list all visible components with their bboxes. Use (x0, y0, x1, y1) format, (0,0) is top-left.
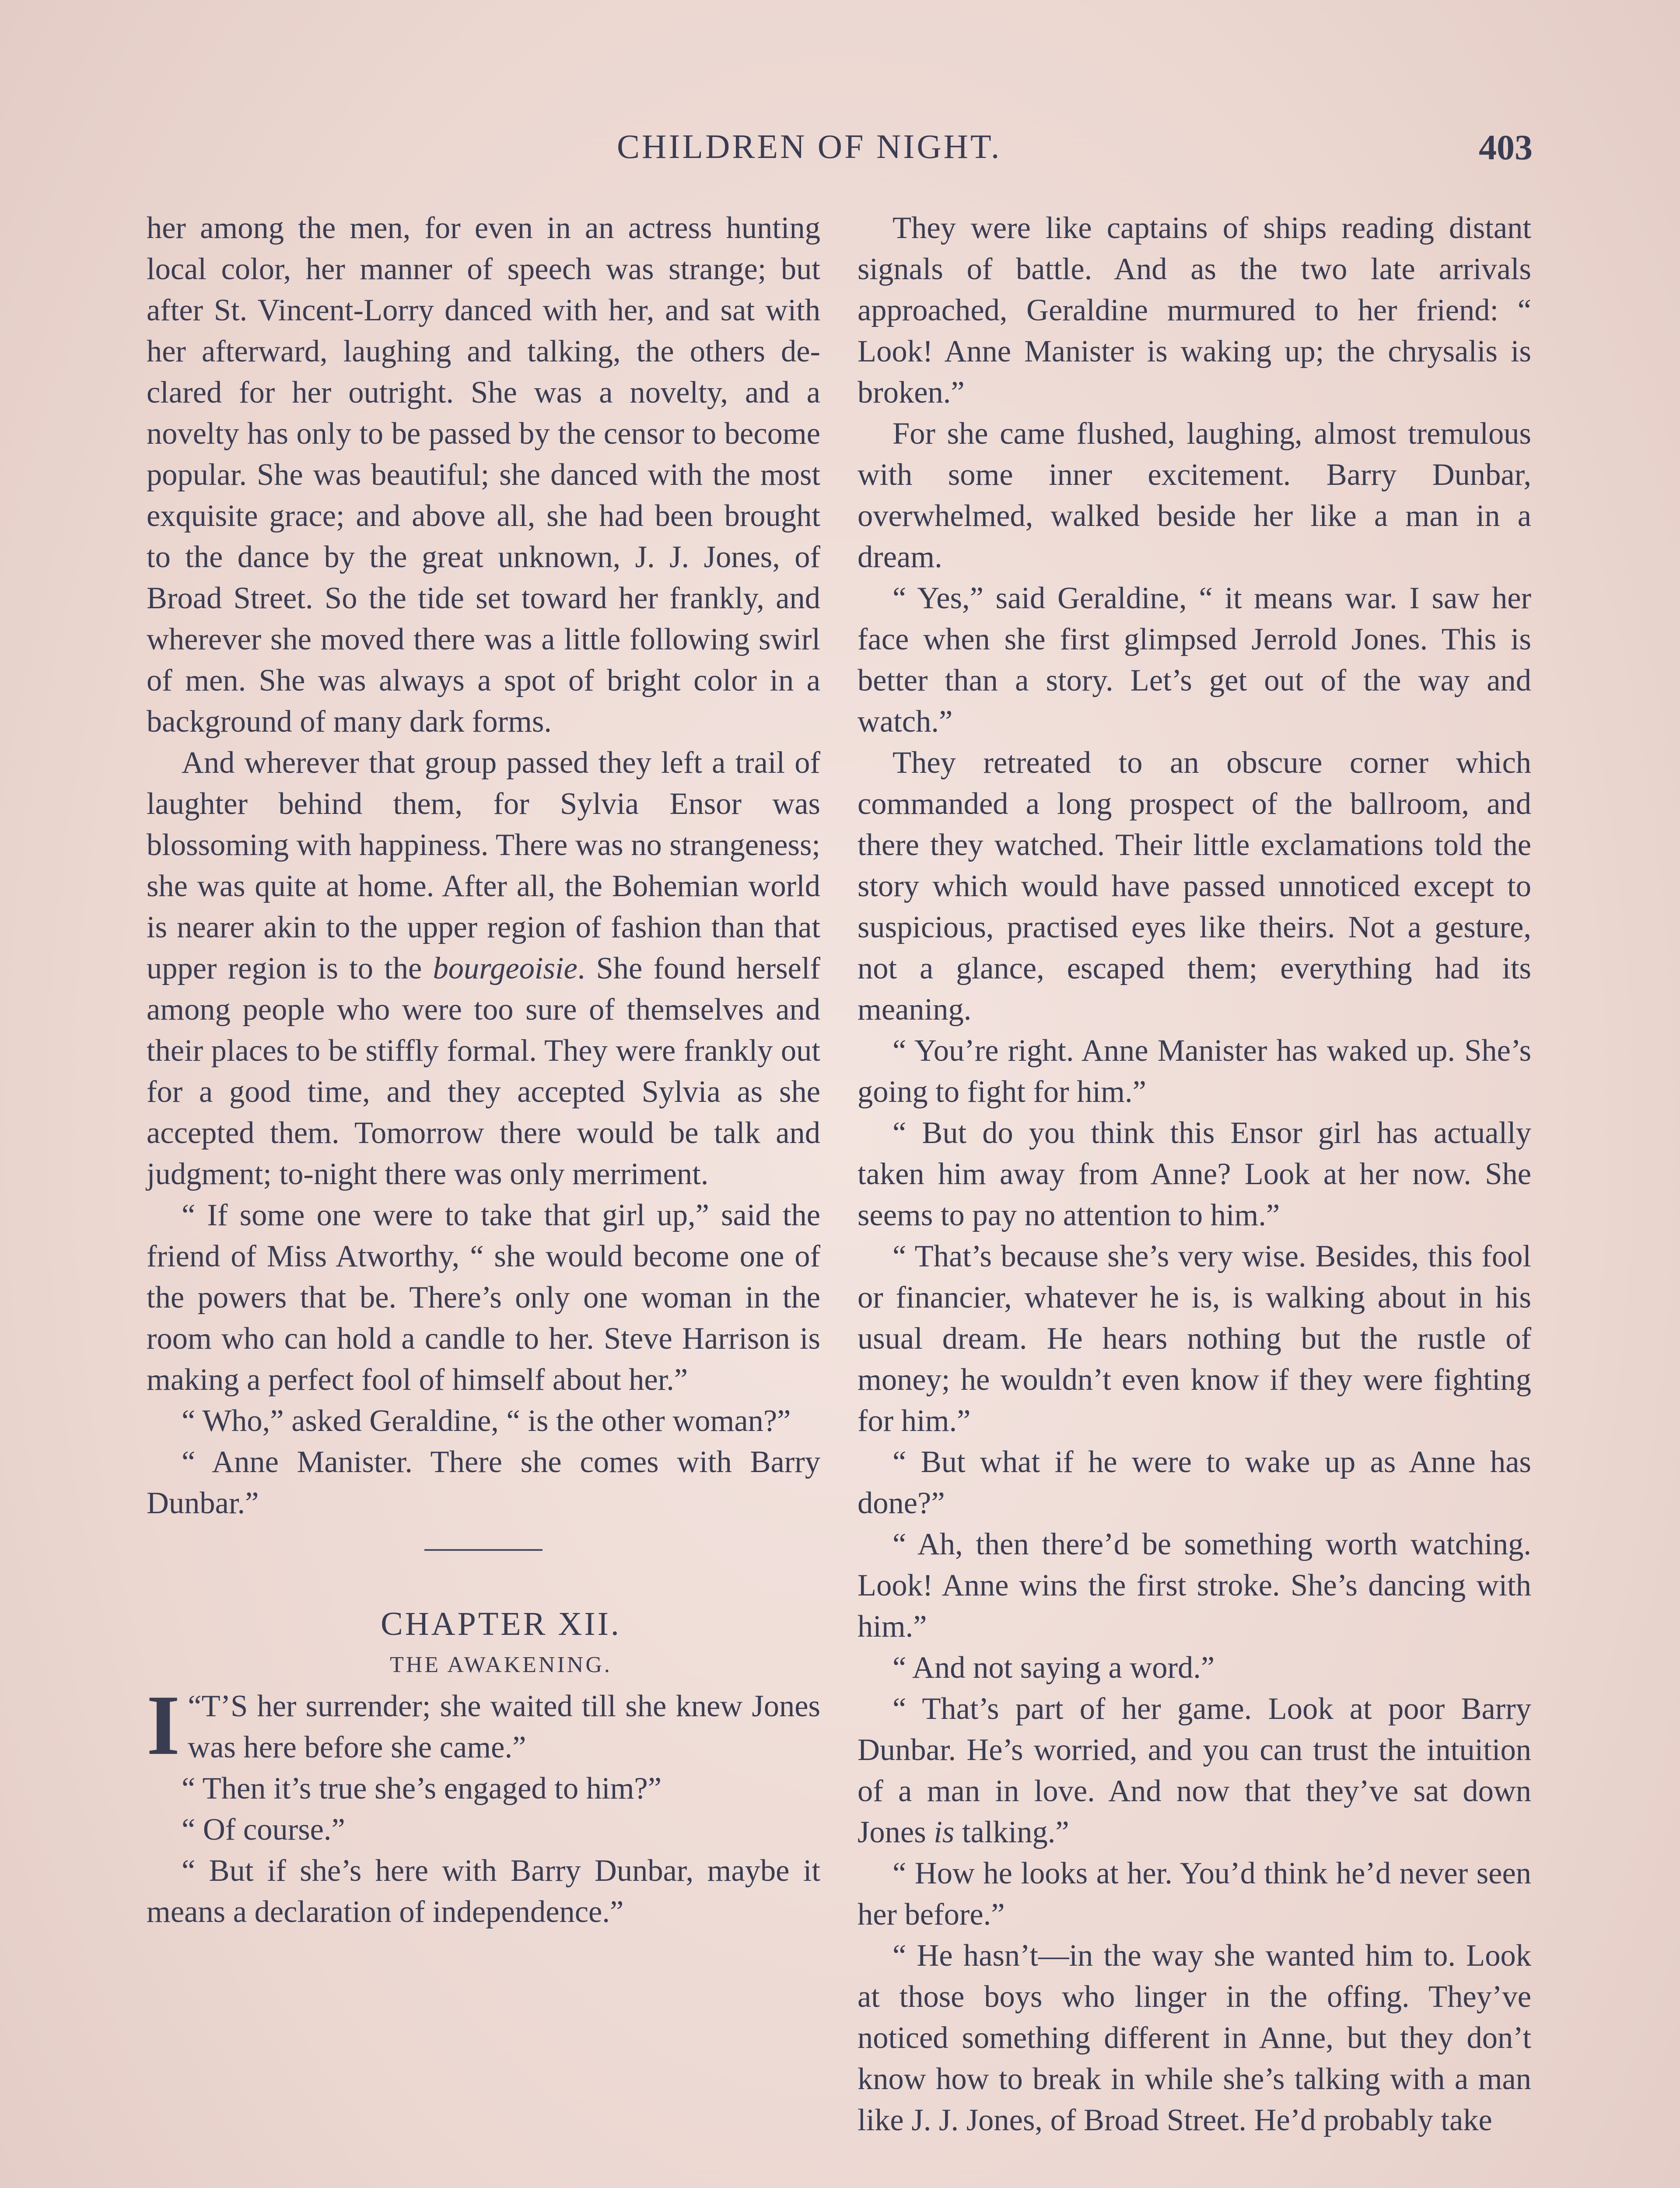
paragraph: For she came flushed, laughing, almost tremulous with some inner excitement. Barry Dunbar, overwhelmed, walked beside her like a man in a dream. (858, 417, 1531, 574)
paragraph: “ But do you think this Ensor girl has actually taken him away from Anne? Look at her now. She seems to pay no attention to him.” (858, 1116, 1531, 1232)
left-column (147, 207, 820, 1932)
paragraph (147, 1678, 820, 1773)
drop-cap: I (147, 1678, 180, 1773)
paragraph: “ Of course.” (182, 1813, 345, 1847)
paragraph: “ Ah, then there’d be something worth watching. Look! Anne wins the first stroke. She’s dancing with him.” (858, 1527, 1531, 1644)
opening-quote: “ (188, 1689, 202, 1723)
paragraph: “ Then it’s true she’s engaged to him?” (182, 1771, 662, 1806)
paragraph-text: And wherever that group passed they left a trail of laughter behind them, for Sylvia Ensor was blossoming with happiness. There was no strangeness; she was quite at home. After all, the Bohemian world is nearer akin to the upper region of fashion than that upper region is to the (147, 746, 820, 985)
section-divider (424, 1549, 542, 1551)
paragraph (147, 742, 820, 1195)
paragraph: “ He hasn’t—in the way she wanted him to. Look at those boys who linger in the offing. They’ve noticed something different in Anne, but they don’t know how to break in while she’s talking with a man like J. J. Jones, of Broad Street. He’d probably take (858, 1939, 1531, 2137)
paragraph: “ Who,” asked Geraldine, “ is the other woman?” (182, 1404, 791, 1438)
paragraph: “ And not saying a word.” (892, 1651, 1215, 1685)
page-number: 403 (1479, 127, 1533, 167)
paragraph: “ Anne Manister. There she comes with Barry Dunbar.” (147, 1445, 820, 1520)
italic-word: is (934, 1815, 955, 1849)
paragraph (858, 1688, 1531, 1853)
paragraph: “ How he looks at her. You’d think he’d never seen her before.” (858, 1856, 1531, 1932)
chapter-subtitle: THE AWAKENING. (390, 1652, 612, 1677)
paragraph-text: “ That’s part of her game. Look at poor Barry Dunbar. He’s worried, and you can trust the intuition of a man in love. And now that they’ve sat down Jones (858, 1692, 1531, 1849)
paragraph: “ If some one were to take that girl up,” said the friend of Miss Atworthy, “ she would become one of the powers that be. There’s only one woman in the room who can hold a candle to her. Steve Harrison is making a perfect fool of himself about her.” (147, 1198, 820, 1397)
page-header (0, 127, 1680, 179)
paragraph: her among the men, for even in an actress hunting local color, her manner of speech was strange; but after St. Vincent-Lorry danced with her, and sat with her afterward, laughing and talking, the others declared for her outright. She was a novelty, and a novelty has only to be passed by the censor to become popular. She was beautiful; she danced with the most exquisite grace; and above all, she had been brought to the dance by the great unknown, J. J. Jones, of Broad Street. So the tide set toward her frankly, and wherever she moved there was a little following swirl of men. She was always a spot of bright color in a background of many dark forms. (147, 211, 820, 739)
paragraph-text: T’S her surrender; she waited till she knew Jones was here before she came.” (188, 1689, 820, 1764)
paragraph: “ You’re right. Anne Manister has waked up. She’s going to fight for him.” (858, 1034, 1531, 1109)
right-column (858, 207, 1531, 2141)
paragraph: They were like captains of ships reading distant signals of battle. And as the two late arrivals approached, Geraldine murmured to her friend: “ Look! Anne Manister is waking up; the chrysalis is broken.” (858, 211, 1531, 410)
paragraph: “ But what if he were to wake up as Anne has done?” (858, 1445, 1531, 1520)
paragraph: “ Yes,” said Geraldine, “ it means war. I saw her face when she first glimpsed Jerrold Jones. This is better than a story. Let’s get out of the way and watch.” (858, 581, 1531, 739)
paragraph: They retreated to an obscure corner which commanded a long prospect of the ballroom, and there they watched. Their little exclamations told the story which would have passed unnoticed except to suspicious, practised eyes like theirs. Not a gesture, not a glance, escaped them; everything had its meaning. (858, 746, 1531, 1027)
paragraph: “ That’s because she’s very wise. Besides, this fool or financier, whatever he is, is walking about in his usual dream. He hears nothing but the rustle of money; he wouldn’t even know if they were fighting for him.” (858, 1239, 1531, 1438)
running-head: CHILDREN OF NIGHT. (617, 127, 1002, 165)
paragraph: “ But if she’s here with Barry Dunbar, maybe it means a declaration of independence.” (147, 1854, 820, 1929)
chapter-title: CHAPTER XII. (381, 1606, 621, 1642)
paragraph-text: talking.” (954, 1815, 1069, 1849)
italic-word: bourgeoisie (433, 951, 578, 985)
paragraph-text: . She found herself among people who were too sure of themselves and their places to be stiffly formal. They were frankly out for a good time, and they accepted Sylvia as she accepted them. Tomorrow there would be talk and judgment; to-night there was only merriment. (147, 951, 820, 1191)
